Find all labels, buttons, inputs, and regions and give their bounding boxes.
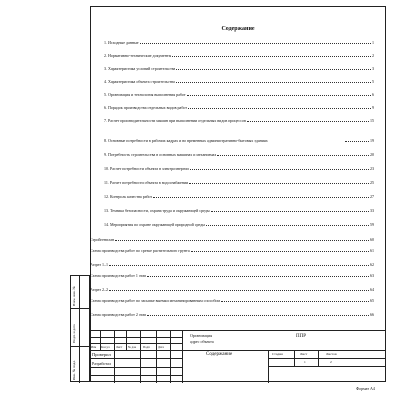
toc-entry (104, 222, 374, 227)
toc-entry-text: 8. Основные потребности в рабочих кадрах и во временных административно-бытовых зданиях (104, 138, 268, 143)
side-label-replace-inv: Взам. инв. № (72, 286, 76, 306)
toc-entry-text: 5. Организация и технология выполнения работ (104, 92, 186, 97)
toc-entry-page: 5 (372, 79, 374, 84)
toc-entry (104, 131, 374, 143)
toc-entry-page: 63 (370, 273, 374, 278)
stamp-col-date: Дата (158, 345, 164, 349)
toc-entry-text: 7. Расчет производительности машин при выполнении отдельных видов процессов (104, 118, 246, 123)
toc-entry (104, 166, 374, 171)
toc-entry-text: 4. Характеристика объекта строительства (104, 79, 175, 84)
stamp-divider (90, 343, 182, 344)
stamp-col-count: Кол.уч (101, 345, 110, 349)
toc-entry-text: Схема производства работ по засыпке выемки механизированным способом (90, 298, 220, 303)
toc-entry-page: 59 (370, 222, 374, 227)
toc-entry-text: 10. Расчет потребности объекта в электроэнергии (104, 166, 189, 171)
side-label-sign-date: Подп. и дата (72, 324, 76, 343)
stamp-divider (268, 358, 386, 359)
toc-entry-text: 9. Потребность строительства в основных машинах и механизмах (104, 152, 217, 157)
toc-leader (221, 301, 369, 302)
toc-entry-text: Разрез 2–2 (90, 287, 108, 292)
toc-entry-text: 14. Мероприятия по охране окружающей природной среды (104, 222, 205, 227)
toc-entry (104, 105, 374, 110)
toc-leader (188, 108, 371, 109)
toc-entry-text: 1. Исходные данные (104, 40, 139, 45)
toc-entry-text: 13. Техника безопасности, охрана труда и окружающей среды (104, 208, 210, 213)
stamp-doc-code: ППР (296, 334, 307, 339)
toc-entry (104, 194, 374, 199)
side-label-inv-number: Инв. № подл. (72, 360, 76, 380)
stamp-col-signature: Подп (143, 345, 150, 349)
toc-entry (104, 66, 374, 71)
stamp-divider (114, 331, 115, 383)
toc-entry-page: 61 (370, 248, 374, 253)
toc-entry-page: 60 (370, 237, 374, 242)
toc-leader (190, 169, 369, 170)
stamp-divider (268, 366, 386, 367)
toc-entry-page: 1 (372, 40, 374, 45)
toc-entry-text: Схема производства работ 1 этап (90, 273, 147, 278)
toc-entry-page: 20 (370, 152, 374, 157)
stamp-sheet-label: Лист (300, 352, 308, 356)
toc-entry (104, 180, 374, 185)
toc-entry (90, 262, 374, 267)
toc-entry-page: 25 (370, 180, 374, 185)
toc-entry-page: 3 (372, 66, 374, 71)
toc-entry (90, 237, 374, 242)
toc-entry (104, 92, 374, 97)
stamp-stage-label: Стадия (272, 352, 283, 356)
title-block-stamp (90, 330, 386, 383)
stamp-sheets-label: Листов (326, 352, 337, 356)
toc-entry (104, 118, 374, 123)
toc-entry (90, 312, 374, 317)
toc-leader (247, 121, 369, 122)
stamp-divider (90, 367, 182, 368)
stamp-sheet-title: Содержание (206, 352, 233, 357)
toc-leader (109, 290, 369, 291)
toc-entry (104, 53, 374, 58)
toc-entry-page: 62 (370, 262, 374, 267)
toc-entry-page: 64 (370, 287, 374, 292)
paper-format-label: Формат А4 (356, 386, 375, 391)
toc-leader (191, 251, 369, 252)
toc-entry (90, 298, 374, 303)
toc-entry-page: 9 (372, 105, 374, 110)
toc-leader (211, 211, 369, 212)
toc-entry (104, 152, 374, 157)
toc-entry-page: 23 (370, 166, 374, 171)
toc-entry-text: Схема производства работ 2 этап (90, 312, 147, 317)
stamp-divider (90, 350, 386, 351)
toc-leader (176, 82, 371, 83)
stamp-organization: Организация (190, 333, 213, 338)
toc-entry-page: 33 (370, 208, 374, 213)
stamp-divider (156, 331, 157, 383)
stamp-col-change: Изм (91, 345, 97, 349)
toc-entry (104, 40, 374, 45)
side-divider (71, 346, 91, 347)
toc-entry-text: 2. Нормативно-технические документы (104, 53, 172, 58)
toc-entry-page: 65 (370, 298, 374, 303)
toc-leader (187, 95, 371, 96)
toc-entry-text: Стройгенплан (90, 237, 115, 242)
toc-leader (345, 141, 369, 142)
stamp-divider (90, 375, 182, 376)
stamp-developed-by-label: Разработал (92, 361, 111, 366)
toc-entry (90, 287, 374, 292)
toc-leader (206, 225, 369, 226)
toc-leader (189, 183, 369, 184)
stamp-sheet-value: 1 (304, 360, 306, 364)
stamp-divider (182, 331, 183, 383)
stamp-divider (126, 331, 127, 350)
toc-leader (153, 197, 369, 198)
toc-leader (176, 69, 371, 70)
toc-entry-page: 27 (370, 194, 374, 199)
toc-entry-text: Разрез 1–1 (90, 262, 108, 267)
toc-entry-page: 66 (370, 312, 374, 317)
stamp-divider (90, 337, 182, 338)
toc-entry-text: 3. Характеристика условий строительства (104, 66, 176, 71)
toc-entry (90, 248, 374, 253)
toc-entry-page: 2 (372, 53, 374, 58)
stamp-divider (170, 331, 171, 383)
toc-entry-text: 12. Контроль качества работ (104, 194, 153, 199)
stamp-col-sheet: Лист (116, 345, 123, 349)
toc-entry-text: 11. Расчет потребности объекта в водоснабжении (104, 180, 189, 185)
toc-entry (104, 208, 374, 213)
toc-leader (217, 155, 369, 156)
toc-leader (172, 56, 371, 57)
side-divider (71, 308, 91, 309)
toc-entry (104, 79, 374, 84)
stamp-divider (140, 331, 141, 383)
toc-entry-page: 19 (370, 138, 374, 143)
stamp-divider (90, 358, 182, 359)
side-binding-table (70, 275, 90, 382)
toc-entry-text: 6. Порядок производства отдельных видов работ (104, 105, 188, 110)
toc-entry-page: 6 (372, 92, 374, 97)
stamp-checked-by-label: Проверил (92, 352, 111, 357)
page-title: Содержание (221, 26, 255, 32)
toc-leader (115, 240, 369, 241)
toc-entry-page: 15 (370, 118, 374, 123)
toc-leader (147, 315, 369, 316)
toc-entry (90, 273, 374, 278)
toc-entry-text: Схема производства работ по срезке растительного грунта (90, 248, 190, 253)
stamp-col-doc-number: № док (128, 345, 137, 349)
toc-leader (147, 276, 369, 277)
stamp-object-address: адрес объекта (190, 339, 214, 344)
stamp-sheets-value: 2 (330, 360, 332, 364)
toc-leader (140, 43, 371, 44)
toc-leader (109, 265, 369, 266)
